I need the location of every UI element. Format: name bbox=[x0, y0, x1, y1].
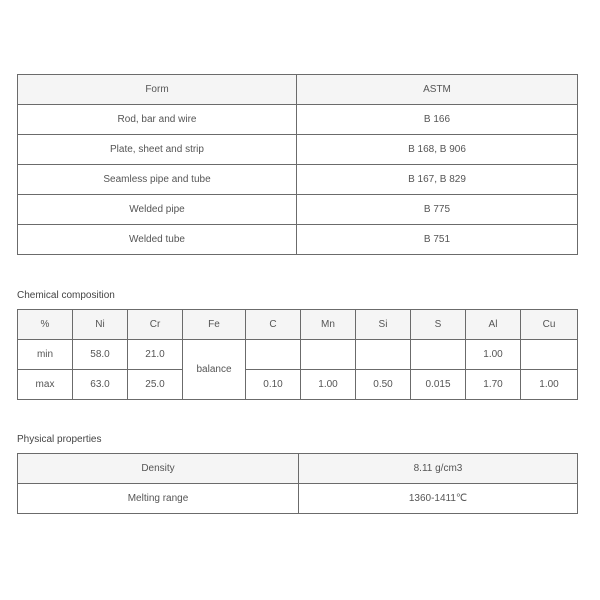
table-row bbox=[18, 195, 578, 225]
property-name: Melting range bbox=[18, 484, 299, 514]
physical-properties-title: Physical properties bbox=[17, 434, 102, 445]
c-max: 0.10 bbox=[246, 370, 301, 400]
property-value: 8.11 g/cm3 bbox=[299, 454, 578, 484]
header-fe: Fe bbox=[183, 310, 246, 340]
row-label: min bbox=[18, 340, 73, 370]
header-ni: Ni bbox=[73, 310, 128, 340]
table-header-row bbox=[18, 75, 578, 105]
cr-max: 25.0 bbox=[128, 370, 183, 400]
header-form: Form bbox=[18, 75, 297, 105]
header-astm: ASTM bbox=[297, 75, 578, 105]
table-header-row bbox=[18, 310, 578, 340]
table-row bbox=[18, 454, 578, 484]
form-cell: Plate, sheet and strip bbox=[18, 135, 297, 165]
cu-max: 1.00 bbox=[521, 370, 578, 400]
header-si: Si bbox=[356, 310, 411, 340]
si-min bbox=[356, 340, 411, 370]
header-s: S bbox=[411, 310, 466, 340]
astm-forms-table bbox=[17, 74, 578, 255]
header-cu: Cu bbox=[521, 310, 578, 340]
cu-min bbox=[521, 340, 578, 370]
mn-max: 1.00 bbox=[301, 370, 356, 400]
astm-cell: B 167, B 829 bbox=[297, 165, 578, 195]
chemical-composition-table bbox=[17, 309, 578, 400]
ni-max: 63.0 bbox=[73, 370, 128, 400]
form-cell: Rod, bar and wire bbox=[18, 105, 297, 135]
al-max: 1.70 bbox=[466, 370, 521, 400]
c-min bbox=[246, 340, 301, 370]
table-row bbox=[18, 135, 578, 165]
table-row bbox=[18, 225, 578, 255]
astm-cell: B 168, B 906 bbox=[297, 135, 578, 165]
s-min bbox=[411, 340, 466, 370]
ni-min: 58.0 bbox=[73, 340, 128, 370]
form-cell: Seamless pipe and tube bbox=[18, 165, 297, 195]
property-value: 1360-1411℃ bbox=[299, 484, 578, 514]
astm-cell: B 751 bbox=[297, 225, 578, 255]
fe-balance: balance bbox=[183, 340, 246, 400]
chemical-composition-title: Chemical composition bbox=[17, 290, 115, 301]
table-row bbox=[18, 165, 578, 195]
astm-cell: B 775 bbox=[297, 195, 578, 225]
property-name: Density bbox=[18, 454, 299, 484]
table-row-max bbox=[18, 370, 578, 400]
header-c: C bbox=[246, 310, 301, 340]
table-row bbox=[18, 484, 578, 514]
form-cell: Welded pipe bbox=[18, 195, 297, 225]
header-percent: % bbox=[18, 310, 73, 340]
mn-min bbox=[301, 340, 356, 370]
form-cell: Welded tube bbox=[18, 225, 297, 255]
header-mn: Mn bbox=[301, 310, 356, 340]
cr-min: 21.0 bbox=[128, 340, 183, 370]
astm-cell: B 166 bbox=[297, 105, 578, 135]
si-max: 0.50 bbox=[356, 370, 411, 400]
table-row-min bbox=[18, 340, 578, 370]
s-max: 0.015 bbox=[411, 370, 466, 400]
header-cr: Cr bbox=[128, 310, 183, 340]
table-row bbox=[18, 105, 578, 135]
header-al: Al bbox=[466, 310, 521, 340]
physical-properties-table bbox=[17, 453, 578, 514]
al-min: 1.00 bbox=[466, 340, 521, 370]
row-label: max bbox=[18, 370, 73, 400]
